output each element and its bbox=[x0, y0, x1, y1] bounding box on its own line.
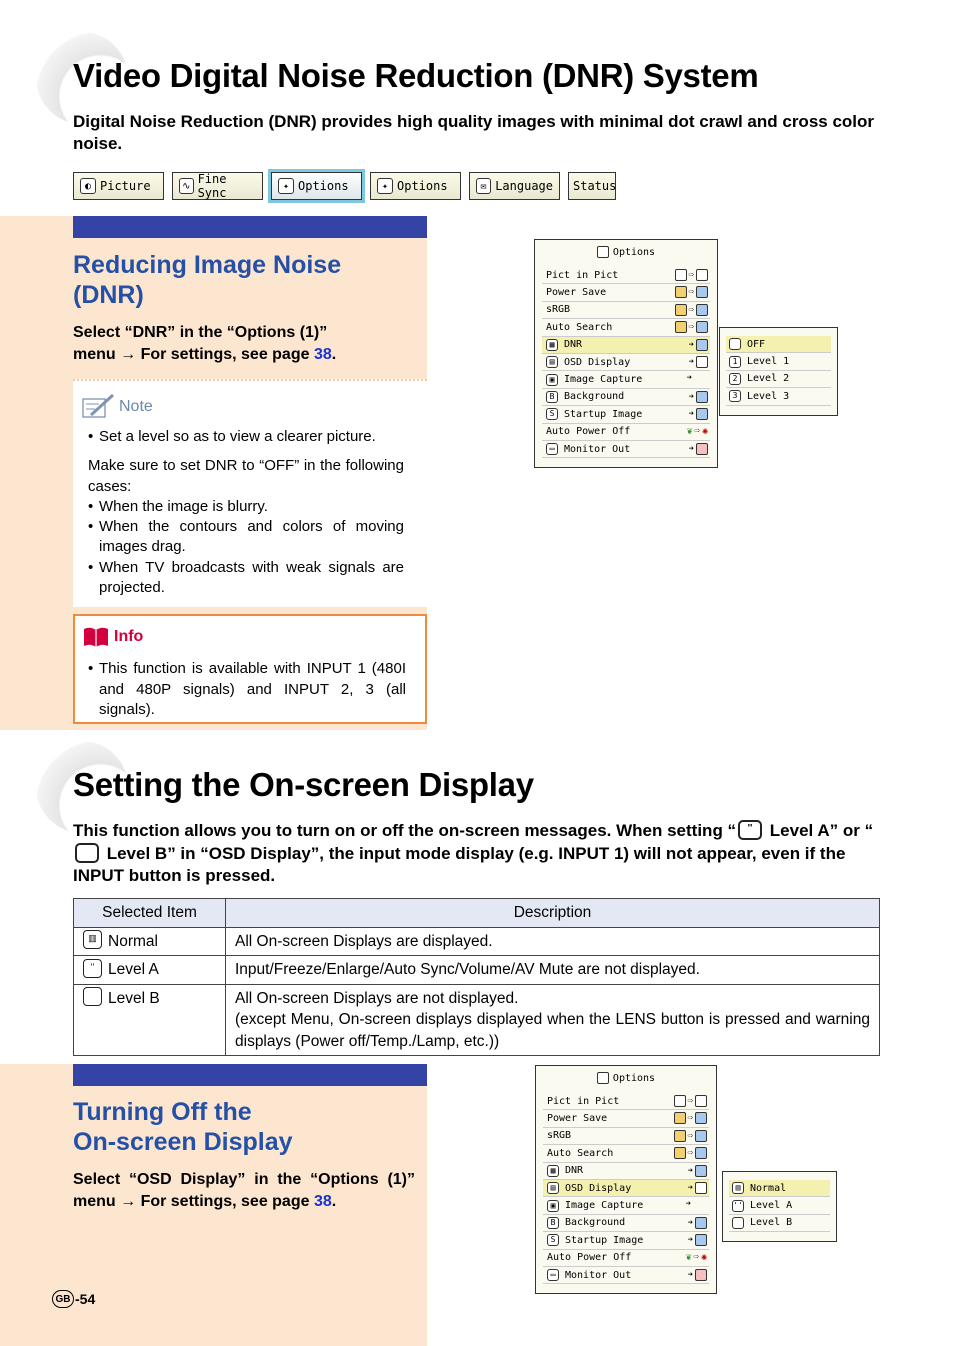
setting-icon bbox=[695, 1234, 707, 1246]
options-icon bbox=[597, 1072, 609, 1084]
dnr-page-link[interactable]: 38 bbox=[313, 346, 332, 363]
osd-row-values bbox=[674, 1095, 707, 1107]
item-label: Normal bbox=[108, 932, 158, 950]
dnr-select-instruction bbox=[73, 322, 415, 366]
arrow-right-icon: ➔ bbox=[688, 356, 694, 367]
dnr-heading bbox=[73, 250, 423, 310]
osd-off-page-link[interactable]: 38 bbox=[313, 1193, 332, 1210]
tab-label: Language bbox=[495, 179, 553, 193]
osd-row-values bbox=[687, 373, 708, 383]
note-box bbox=[73, 379, 427, 607]
osd-row-values bbox=[674, 1112, 707, 1124]
note-intro: Make sure to set DNR to “OFF” in the following cases: bbox=[88, 457, 404, 495]
osd-options-menu-1 bbox=[534, 239, 718, 468]
osd-row-label: OSD Display bbox=[565, 1182, 632, 1194]
setting-icon bbox=[696, 356, 708, 368]
osd-row-selected[interactable] bbox=[542, 337, 710, 354]
speech-bubble-icon: ✉ bbox=[476, 178, 491, 194]
osd-title bbox=[535, 246, 717, 258]
osd-row-values bbox=[675, 321, 708, 333]
wave-icon: ∿ bbox=[179, 178, 194, 194]
off-icon bbox=[729, 338, 741, 350]
osd-option-label: Normal bbox=[750, 1182, 787, 1194]
info-box bbox=[73, 614, 427, 724]
setting-icon bbox=[696, 391, 708, 403]
monitor-icon: ▭ bbox=[546, 443, 558, 455]
osd-title bbox=[536, 1072, 716, 1084]
arrow-right-icon: ➔ bbox=[687, 1269, 693, 1280]
capture-icon: ▣ bbox=[547, 1200, 559, 1212]
arrow-right-icon: ➔ bbox=[687, 1182, 693, 1193]
arrow-right-icon: ➔ bbox=[688, 339, 694, 350]
osd-row-values bbox=[689, 408, 708, 420]
tab-options-2[interactable] bbox=[370, 172, 461, 200]
arrow-right-icon: ⇨ bbox=[688, 304, 694, 315]
table-cell-item bbox=[74, 956, 226, 985]
tab-label: Options bbox=[397, 179, 448, 193]
setting-icon bbox=[675, 286, 687, 298]
osd-row-label: Power Save bbox=[547, 1113, 608, 1125]
osd-off-select-instruction bbox=[73, 1169, 415, 1213]
osd-row[interactable] bbox=[543, 1197, 709, 1214]
tab-status[interactable] bbox=[568, 172, 616, 200]
item-label: Level B bbox=[108, 989, 160, 1007]
tab-label: Picture bbox=[100, 179, 151, 193]
desc-line2: (except Menu, On-screen displays displayed when the LENS button is pressed and warning displays (Power off/Temp./Lamp, etc.)) bbox=[235, 1011, 870, 1050]
desc-line1: All On-screen Displays are not displayed. bbox=[235, 989, 519, 1007]
osd-row[interactable] bbox=[543, 1215, 709, 1232]
osd-row[interactable] bbox=[543, 1128, 709, 1145]
osd-row[interactable] bbox=[542, 267, 710, 284]
arrow-right-icon: ➔ bbox=[688, 391, 694, 402]
osd-row-label: sRGB bbox=[547, 1130, 572, 1142]
book-icon bbox=[83, 626, 109, 648]
dnr-heading-line1: Reducing Image Noise bbox=[73, 251, 342, 279]
setting-icon bbox=[696, 321, 708, 333]
level-b-icon bbox=[75, 843, 99, 863]
osd-row-label: DNR bbox=[564, 339, 583, 351]
osd-row[interactable] bbox=[543, 1145, 709, 1162]
osd-option-label: Level B bbox=[750, 1217, 793, 1229]
setting-icon bbox=[675, 321, 687, 333]
level-2-icon: 2 bbox=[729, 373, 741, 385]
note-body bbox=[88, 427, 404, 607]
osd-off-period: . bbox=[331, 1193, 337, 1210]
setting-icon bbox=[675, 304, 687, 316]
dnr-option[interactable] bbox=[726, 336, 831, 353]
osd-intro bbox=[73, 820, 883, 888]
monitor-icon: ▭ bbox=[547, 1269, 559, 1281]
note-header bbox=[81, 393, 153, 421]
setting-icon bbox=[695, 1269, 707, 1281]
osd-row-values bbox=[689, 356, 708, 368]
osd-intro-part2: Level A” or “ bbox=[765, 821, 874, 840]
table-row bbox=[74, 956, 880, 985]
arrow-right-icon: ⇨ bbox=[693, 1252, 699, 1263]
dnr-intro: Digital Noise Reduction (DNR) provides high quality images with minimal dot crawl and cross color noise. bbox=[73, 112, 875, 153]
arrow-right-icon: ⇨ bbox=[687, 1113, 693, 1124]
table-cell-desc bbox=[226, 984, 880, 1056]
osd-row-label: Startup Image bbox=[565, 1234, 644, 1246]
note-bullet-3: • When the contours and colors of moving images drag. bbox=[88, 517, 404, 558]
osd-row[interactable] bbox=[543, 1267, 709, 1284]
power-icon: ✺ bbox=[700, 1251, 707, 1263]
osd-row[interactable] bbox=[542, 354, 710, 371]
level-b-icon bbox=[732, 1217, 744, 1229]
osd-option[interactable] bbox=[729, 1197, 830, 1214]
setting-icon bbox=[696, 286, 708, 298]
osd-row-label: Image Capture bbox=[564, 374, 643, 386]
arrow-right-icon: ➔ bbox=[688, 443, 694, 454]
dnr-select-line2: menu → For settings, see page bbox=[73, 346, 314, 363]
osd-row-values bbox=[675, 269, 708, 281]
osd-row[interactable] bbox=[542, 371, 710, 388]
setting-icon bbox=[695, 1112, 707, 1124]
osd-list bbox=[542, 267, 710, 458]
arrow-right-icon: ⇨ bbox=[687, 1130, 693, 1141]
setting-icon bbox=[674, 1130, 686, 1142]
background-icon: B bbox=[546, 391, 558, 403]
options-icon: ✦ bbox=[278, 178, 294, 194]
osd-row[interactable] bbox=[542, 284, 710, 301]
osd-row[interactable] bbox=[543, 1232, 709, 1249]
item-label: Level A bbox=[108, 961, 159, 978]
level-a-icon: '' bbox=[83, 959, 102, 978]
osd-row-values bbox=[689, 443, 708, 455]
osd-row-values bbox=[688, 1234, 707, 1246]
dnr-select-line1: Select “DNR” in the “Options (1)” bbox=[73, 324, 328, 341]
osd-row[interactable] bbox=[543, 1093, 709, 1110]
osd-display-submenu bbox=[722, 1171, 837, 1242]
osd-row-label: Image Capture bbox=[565, 1200, 644, 1212]
arrow-right-icon: ⇨ bbox=[688, 322, 694, 333]
setting-icon bbox=[674, 1147, 686, 1159]
setting-icon bbox=[696, 304, 708, 316]
osd-option[interactable] bbox=[729, 1180, 830, 1197]
arrow-right-icon: ➔ bbox=[685, 1199, 691, 1210]
table-header: Description bbox=[226, 899, 880, 928]
osd-options-menu-2 bbox=[535, 1065, 717, 1294]
arrow-right-icon: ➔ bbox=[687, 1235, 693, 1246]
osd-intro-part3: Level B” in “OSD Display”, the input mode display (e.g. INPUT 1) will not appear, even if the INPUT button is pressed. bbox=[73, 843, 846, 885]
setting-icon bbox=[695, 1182, 707, 1194]
table-cell-item bbox=[74, 927, 226, 956]
level-1-icon: 1 bbox=[729, 356, 741, 368]
osd-intro-part1: This function allows you to turn on or off the on-screen messages. When setting “ bbox=[73, 821, 737, 840]
setting-icon bbox=[695, 1165, 707, 1177]
osd-row-values bbox=[675, 286, 708, 298]
page-title-osd: Setting the On-screen Display bbox=[73, 766, 534, 803]
osd-row[interactable] bbox=[542, 424, 710, 441]
region-badge: GB bbox=[52, 1290, 74, 1308]
startup-icon: S bbox=[547, 1234, 559, 1246]
info-header bbox=[83, 626, 143, 648]
arrow-right-icon: ⇨ bbox=[694, 426, 700, 437]
osd-row-label: Auto Search bbox=[546, 321, 613, 333]
setting-icon bbox=[675, 269, 687, 281]
level-3-icon: 3 bbox=[729, 390, 741, 402]
tab-label: Fine Sync bbox=[197, 172, 227, 200]
osd-row-label: Power Save bbox=[546, 287, 607, 299]
osd-title-label: Options bbox=[612, 246, 656, 258]
osd-row-selected[interactable] bbox=[543, 1180, 709, 1197]
page-number bbox=[52, 1290, 95, 1308]
osd-row-label: Pict in Pict bbox=[547, 1095, 620, 1107]
osd-row-label: Auto Search bbox=[547, 1147, 614, 1159]
arrow-right-icon: ⇨ bbox=[688, 270, 694, 280]
arrow-right-icon: ➔ bbox=[687, 1165, 693, 1176]
osd-option[interactable] bbox=[729, 1215, 830, 1232]
table-row bbox=[74, 984, 880, 1056]
table-row bbox=[74, 927, 880, 956]
picture-icon: ◐ bbox=[80, 178, 96, 194]
osd-off-heading-line2: On-screen Display bbox=[73, 1128, 293, 1156]
level-a-icon: '' bbox=[738, 820, 762, 840]
note-bullet-4: • When TV broadcasts with weak signals are projected. bbox=[88, 558, 404, 599]
osd-off-select-text: Select “OSD Display” in the “Options (1)” menu → For settings, see page bbox=[73, 1171, 415, 1210]
osd-row[interactable] bbox=[543, 1110, 709, 1127]
startup-icon: S bbox=[546, 408, 558, 420]
osd-row-values bbox=[675, 304, 708, 316]
info-label: Info bbox=[114, 628, 144, 645]
table-cell-item bbox=[74, 984, 226, 1056]
normal-icon: ▥ bbox=[732, 1182, 744, 1194]
osd-row-values bbox=[686, 1252, 707, 1263]
arrow-right-icon: ➔ bbox=[687, 1217, 693, 1228]
level-b-icon bbox=[83, 987, 102, 1006]
osd-description-table bbox=[73, 898, 880, 1056]
leaf-icon: ❦ bbox=[686, 425, 693, 437]
setting-icon bbox=[695, 1217, 707, 1229]
setting-icon bbox=[674, 1112, 686, 1124]
osd-row-label: Monitor Out bbox=[565, 1269, 632, 1281]
osd-row-values bbox=[688, 1269, 707, 1281]
osd-row[interactable] bbox=[542, 389, 710, 406]
table-header-row bbox=[74, 899, 880, 928]
osd-row[interactable] bbox=[543, 1163, 709, 1180]
osd-row-label: Auto Power Off bbox=[547, 1252, 632, 1264]
dnr-icon: ▦ bbox=[546, 339, 558, 351]
osd-row[interactable] bbox=[542, 319, 710, 336]
dnr-option-label: Level 1 bbox=[747, 356, 790, 368]
level-a-icon: '' bbox=[733, 1200, 743, 1210]
setting-icon bbox=[696, 339, 708, 351]
leaf-icon: ❦ bbox=[685, 1251, 692, 1263]
dnr-option-label: Level 2 bbox=[747, 373, 790, 385]
osd-row-values bbox=[674, 1130, 707, 1142]
setting-icon bbox=[696, 443, 708, 455]
arrow-right-icon: ➔ bbox=[688, 409, 694, 420]
dnr-icon: ▦ bbox=[547, 1165, 559, 1177]
osd-row-values bbox=[674, 1147, 707, 1159]
tab-options-1[interactable] bbox=[271, 172, 362, 200]
osd-row[interactable] bbox=[543, 1250, 709, 1267]
power-icon: ✺ bbox=[701, 425, 708, 437]
osd-row-label: Monitor Out bbox=[564, 443, 631, 455]
dnr-option[interactable] bbox=[726, 371, 831, 388]
tab-label: Options bbox=[298, 179, 349, 193]
options-icon: ✦ bbox=[377, 178, 393, 194]
note-label: Note bbox=[119, 398, 153, 415]
dnr-submenu bbox=[719, 327, 838, 416]
setting-icon bbox=[695, 1095, 707, 1107]
dnr-option[interactable] bbox=[726, 353, 831, 370]
osd-off-heading bbox=[73, 1097, 423, 1157]
options-icon bbox=[597, 246, 609, 258]
osd-row-label: DNR bbox=[565, 1165, 584, 1177]
osd-list bbox=[543, 1093, 709, 1284]
osd-option-label: Level A bbox=[750, 1200, 793, 1212]
normal-icon: ▥ bbox=[83, 930, 102, 949]
osd-row-values bbox=[688, 1217, 707, 1229]
osd-row-label: Auto Power Off bbox=[546, 426, 631, 438]
osd-icon: ▤ bbox=[546, 356, 558, 368]
dnr-option[interactable] bbox=[726, 388, 831, 405]
table-cell-desc: Input/Freeze/Enlarge/Auto Sync/Volume/AV Mute are not displayed. bbox=[226, 956, 880, 985]
osd-row[interactable] bbox=[542, 302, 710, 319]
tab-picture[interactable] bbox=[73, 172, 164, 200]
background-icon: B bbox=[547, 1217, 559, 1229]
arrow-right-icon: ➔ bbox=[686, 373, 692, 384]
tab-language[interactable] bbox=[469, 172, 560, 200]
info-bullet-1: • This function is available with INPUT 1 (480I and 480P signals) and INPUT 2, 3 (all signals). bbox=[88, 659, 406, 721]
osd-row-values bbox=[688, 1165, 707, 1177]
dnr-panel-bar bbox=[73, 216, 427, 238]
setting-icon bbox=[696, 408, 708, 420]
setting-icon bbox=[674, 1095, 686, 1107]
info-body bbox=[88, 659, 406, 721]
dnr-period: . bbox=[331, 346, 337, 363]
osd-row-label: Startup Image bbox=[564, 408, 643, 420]
dnr-heading-line2: (DNR) bbox=[73, 281, 144, 309]
osd-row-label: OSD Display bbox=[564, 356, 631, 368]
osd-off-heading-line1: Turning Off the bbox=[73, 1098, 252, 1126]
osd-icon: ▤ bbox=[547, 1182, 559, 1194]
dnr-option-label: Level 3 bbox=[747, 390, 790, 402]
osd-row-label: Pict in Pict bbox=[546, 269, 619, 281]
osd-row-values bbox=[686, 1199, 707, 1209]
note-bullet-1: • Set a level so as to view a clearer picture. bbox=[88, 427, 404, 447]
note-bullet-2: • When the image is blurry. bbox=[88, 497, 404, 517]
setting-icon bbox=[695, 1130, 707, 1142]
pencil-note-icon bbox=[81, 393, 115, 421]
osd-title-label: Options bbox=[612, 1072, 656, 1084]
menu-tab-bar bbox=[73, 172, 616, 200]
osd-row-label: Background bbox=[565, 1217, 626, 1229]
table-cell-desc: All On-screen Displays are displayed. bbox=[226, 927, 880, 956]
osd-row-label: sRGB bbox=[546, 304, 571, 316]
arrow-right-icon: ⇨ bbox=[687, 1096, 693, 1106]
osd-row[interactable] bbox=[542, 441, 710, 458]
setting-icon bbox=[696, 269, 708, 281]
osd-row-values bbox=[689, 391, 708, 403]
tab-fine-sync[interactable] bbox=[172, 172, 263, 200]
tab-label: Status bbox=[573, 179, 617, 193]
capture-icon: ▣ bbox=[546, 374, 558, 386]
arrow-right-icon: ⇨ bbox=[687, 1148, 693, 1159]
dnr-option-label: OFF bbox=[747, 338, 766, 350]
arrow-right-icon: ⇨ bbox=[688, 287, 694, 298]
osd-row-values bbox=[687, 426, 708, 437]
osd-row-label: Background bbox=[564, 391, 625, 403]
osd-off-panel-bar bbox=[73, 1064, 427, 1086]
table-header: Selected Item bbox=[74, 899, 226, 928]
page-number-text: -54 bbox=[75, 1291, 96, 1307]
page-title-dnr: Video Digital Noise Reduction (DNR) System bbox=[73, 57, 759, 94]
osd-row-values bbox=[689, 339, 708, 351]
osd-row[interactable] bbox=[542, 406, 710, 423]
setting-icon bbox=[695, 1147, 707, 1159]
osd-row-values bbox=[688, 1182, 707, 1194]
